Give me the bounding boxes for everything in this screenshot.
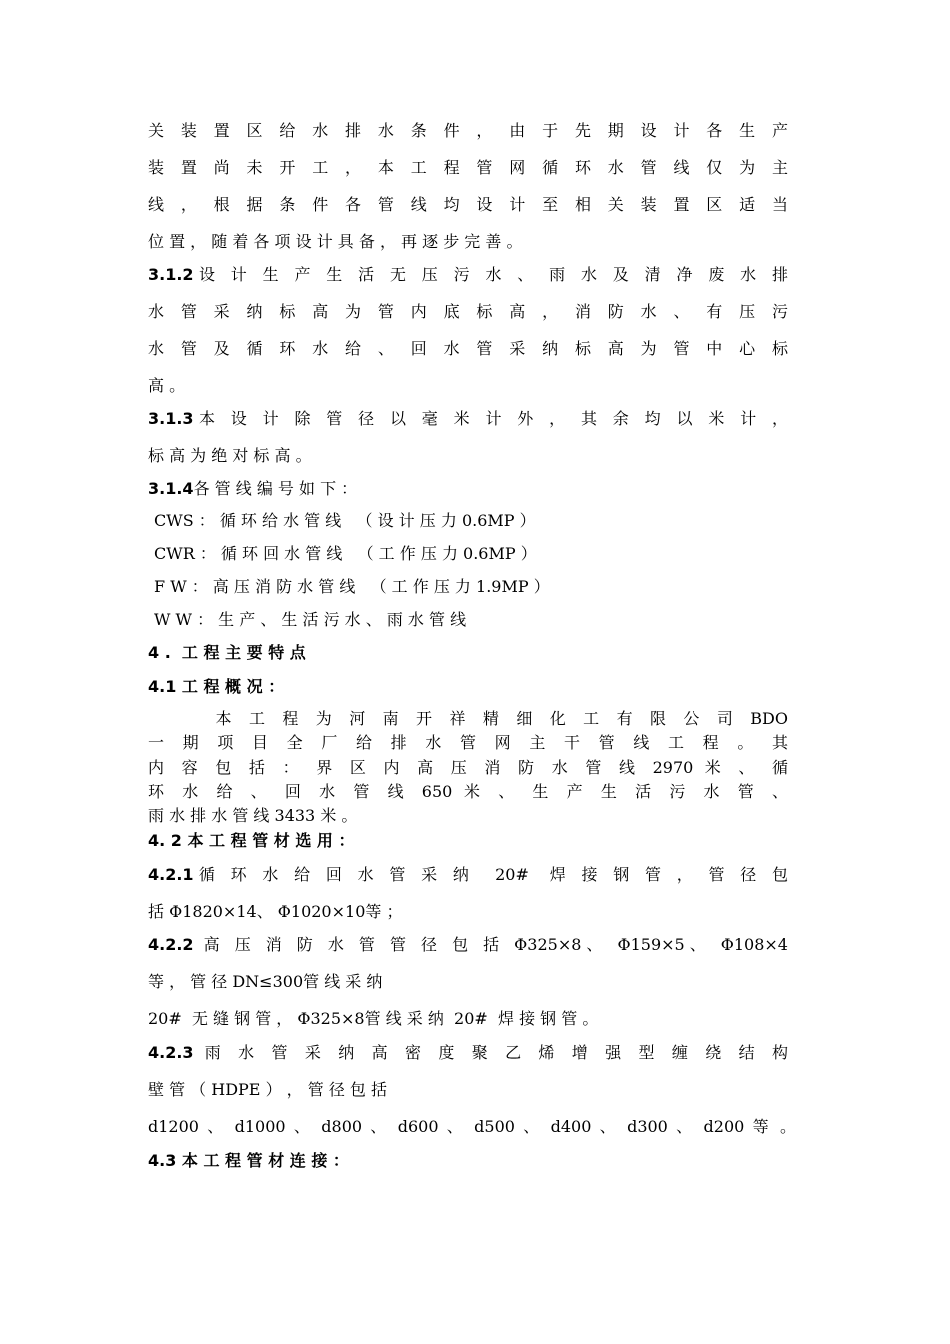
paragraph-line: 标 高 为 绝 对 标 高 。 xyxy=(148,446,312,465)
pipe-code-line: CWS ： 循 环 给 水 管 线 （ 设 计 压 力 0.6MP ） xyxy=(154,511,536,530)
paragraph-line: d1200 、 d1000 、 d800 、 d600 、 d500 、 d400 、 d300 、 d200 等 。 xyxy=(148,1117,796,1136)
paragraph-line: 壁 管 （ HDPE ） ， 管 径 包 括 xyxy=(148,1080,388,1099)
paragraph-line: 线 ， 根 据 条 件 各 管 线 均 设 计 至 相 关 装 置 区 适 当 xyxy=(148,195,788,214)
section-number: 4.2.3 xyxy=(148,1043,194,1062)
paragraph-line: 雨 水 排 水 管 线 3433 米 。 xyxy=(148,806,358,825)
heading-4-1: 4.1 工 程 概 况 ： xyxy=(148,677,285,696)
heading-4-3: 4.3 本 工 程 管 材 连 接 ： xyxy=(148,1151,349,1170)
paragraph-line: 装 置 尚 未 开 工 ， 本 工 程 管 网 循 环 水 管 线 仅 为 主 xyxy=(148,158,788,177)
paragraph-line: 水 管 及 循 环 水 给 、 回 水 管 采 纳 标 高 为 管 中 心 标 xyxy=(148,339,788,358)
pipe-code-line: F W ： 高 压 消 防 水 管 线 （ 工 作 压 力 1.9MP ） xyxy=(154,577,550,596)
heading-4: 4 . 工 程 主 要 特 点 xyxy=(148,643,306,662)
paragraph-line: 20# 无 缝 钢 管 ， Φ325×8管 线 采 纳 20# 焊 接 钢 管 。 xyxy=(148,1009,599,1028)
paragraph-line: 水 管 采 纳 标 高 为 管 内 底 标 高 ， 消 防 水 、 有 压 污 xyxy=(148,302,788,321)
section-number: 3.1.4 xyxy=(148,479,194,498)
paragraph-line: 括 Φ1820×14、 Φ1020×10等 ； xyxy=(148,902,403,921)
section-3-1-2-line: 3.1.2设 计 生 产 生 活 无 压 污 水 、 雨 水 及 清 净 废 水 排 xyxy=(148,265,788,284)
section-number: 4.2.2 xyxy=(148,935,194,954)
section-4-2-1-line: 4.2.1循 环 水 给 回 水 管 采 纳 20# 焊 接 钢 管 ， 管 径 包 xyxy=(148,865,788,884)
paragraph-line: 内 容 包 括 ： 界 区 内 高 压 消 防 水 管 线 2970 米 、 循 xyxy=(148,758,788,777)
section-3-1-4-line: 3.1.4各 管 线 编 号 如 下 ： xyxy=(148,479,358,498)
section-4-2-2-line: 4.2.2 高 压 消 防 水 管 管 径 包 括 Φ325×8、 Φ159×5、 Φ108×4 xyxy=(148,935,788,954)
paragraph-line: 等 ， 管 径 DN≤300管 线 采 纳 xyxy=(148,972,383,991)
paragraph-line: 高 。 xyxy=(148,376,186,395)
paragraph-line: 位 置 ， 随 着 各 项 设 计 具 备 ， 再 逐 步 完 善 。 xyxy=(148,232,523,251)
pipe-code-line: W W ： 生 产 、 生 活 污 水 、 雨 水 管 线 xyxy=(154,610,467,629)
section-3-1-3-line: 3.1.3本 设 计 除 管 径 以 毫 米 计 外 ， 其 余 均 以 米 计 ， xyxy=(148,409,788,428)
heading-4-2: 4. 2 本 工 程 管 材 选 用 ： xyxy=(148,831,355,850)
section-number: 4.2.1 xyxy=(148,865,194,884)
section-number: 3.1.2 xyxy=(148,265,194,284)
paragraph-line: 一 期 项 目 全 厂 给 排 水 管 网 主 干 管 线 工 程 。 其 xyxy=(148,733,788,752)
paragraph-line: 关 装 置 区 给 水 排 水 条 件 ， 由 于 先 期 设 计 各 生 产 xyxy=(148,121,788,140)
pipe-code-line: CWR ： 循 环 回 水 管 线 （ 工 作 压 力 0.6MP ） xyxy=(154,544,537,563)
section-number: 3.1.3 xyxy=(148,409,194,428)
paragraph-line: 环 水 给 、 回 水 管 线 650 米 、 生 产 生 活 污 水 管 、 xyxy=(148,782,788,801)
section-4-2-3-line: 4.2.3 雨 水 管 采 纳 高 密 度 聚 乙 烯 增 强 型 缠 绕 结 构 xyxy=(148,1043,788,1062)
paragraph-line: 本 工 程 为 河 南 开 祥 精 细 化 工 有 限 公 司 BDO xyxy=(148,709,788,728)
